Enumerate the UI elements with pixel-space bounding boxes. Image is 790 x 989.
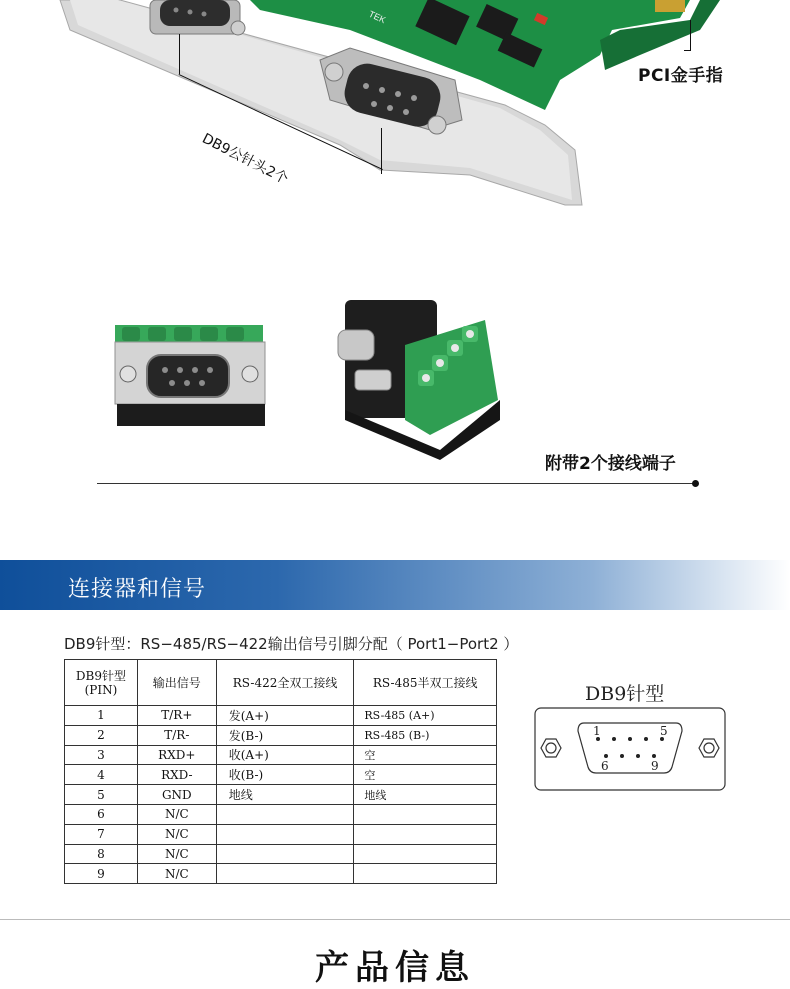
- pci-card-photo: [0, 0, 790, 240]
- terminal-block-angle: [338, 300, 500, 460]
- header-signal: 输出信号: [137, 660, 216, 706]
- footer-divider: [0, 919, 790, 920]
- rs422-wiring: 发(A+): [216, 706, 354, 726]
- pin-number: 5: [65, 785, 138, 805]
- rs422-wiring: 收(A+): [216, 745, 354, 765]
- pin-label-9: 9: [651, 759, 659, 773]
- rs485-wiring: RS-485 (A+): [354, 706, 497, 726]
- table-row: [65, 785, 497, 805]
- pin-number: 3: [65, 745, 138, 765]
- pci-callout-vertical: [690, 20, 691, 50]
- pinout-header-row: [65, 660, 497, 706]
- table-row: [65, 725, 497, 745]
- pin-label-5: 5: [660, 724, 668, 738]
- pinout-caption: DB9针型：RS−485/RS−422输出信号引脚分配（ Port1−Port2 ）: [64, 635, 519, 653]
- table-row: [65, 864, 497, 884]
- header-pin-line1: DB9针型: [75, 668, 126, 683]
- pin-label-1: 1: [593, 724, 601, 738]
- signal-name: T/R-: [137, 725, 216, 745]
- rs422-wiring: [216, 824, 354, 844]
- rs422-wiring: 地线: [216, 785, 354, 805]
- table-row: [65, 804, 497, 824]
- db9-callout-vertical-left: [179, 34, 180, 74]
- rs485-wiring: 空: [354, 765, 497, 785]
- pin-number: 9: [65, 864, 138, 884]
- signal-name: N/C: [137, 824, 216, 844]
- pci-gold-finger-label: PCI金手指: [638, 66, 724, 86]
- rs485-wiring: 空: [354, 745, 497, 765]
- signal-name: T/R+: [137, 706, 216, 726]
- pin-number: 6: [65, 804, 138, 824]
- db9-diagram-title: DB9针型: [585, 683, 665, 705]
- rs422-wiring: [216, 864, 354, 884]
- table-row: [65, 844, 497, 864]
- rs485-wiring: [354, 864, 497, 884]
- photo-divider-dot: [692, 480, 699, 487]
- pin-number: 4: [65, 765, 138, 785]
- db9-pin-diagram: [534, 707, 726, 791]
- terminal-block-label: 附带2个接线端子: [545, 454, 676, 474]
- section-banner: [0, 560, 790, 610]
- header-rs422: RS-422全双工接线: [216, 660, 354, 706]
- signal-name: RXD+: [137, 745, 216, 765]
- rs485-wiring: [354, 844, 497, 864]
- table-row: [65, 745, 497, 765]
- pin-number: 1: [65, 706, 138, 726]
- rs422-wiring: 收(B-): [216, 765, 354, 785]
- rs485-wiring: [354, 804, 497, 824]
- rs422-wiring: [216, 804, 354, 824]
- signal-name: N/C: [137, 844, 216, 864]
- rs485-wiring: [354, 824, 497, 844]
- product-info-title: 产品信息: [315, 948, 475, 988]
- svg-text:TEK: TEK: [367, 8, 388, 26]
- signal-name: N/C: [137, 804, 216, 824]
- pinout-table: [64, 659, 497, 884]
- table-row: [65, 765, 497, 785]
- rs422-wiring: 发(B-): [216, 725, 354, 745]
- header-rs485: RS-485半双工接线: [354, 660, 497, 706]
- db9-male-label: DB9公针头2个: [199, 130, 291, 188]
- pin-number: 2: [65, 725, 138, 745]
- signal-name: GND: [137, 785, 216, 805]
- photo-divider-line: [97, 483, 695, 484]
- rs485-wiring: RS-485 (B-): [354, 725, 497, 745]
- pci-callout-horizontal: [684, 50, 691, 51]
- header-pin-line2: (PIN): [84, 682, 118, 697]
- rs485-wiring: 地线: [354, 785, 497, 805]
- signal-name: RXD-: [137, 765, 216, 785]
- signal-name: N/C: [137, 864, 216, 884]
- table-row: [65, 824, 497, 844]
- pin-number: 8: [65, 844, 138, 864]
- pin-number: 7: [65, 824, 138, 844]
- terminal-block-photos: [0, 280, 790, 460]
- table-row: [65, 706, 497, 726]
- section-title: 连接器和信号: [68, 577, 207, 602]
- pin-label-6: 6: [601, 759, 609, 773]
- rs422-wiring: [216, 844, 354, 864]
- db9-outline: [535, 708, 725, 790]
- db9-callout-vertical-right: [381, 128, 382, 174]
- header-pin: [65, 660, 138, 706]
- terminal-block-front: [115, 325, 265, 426]
